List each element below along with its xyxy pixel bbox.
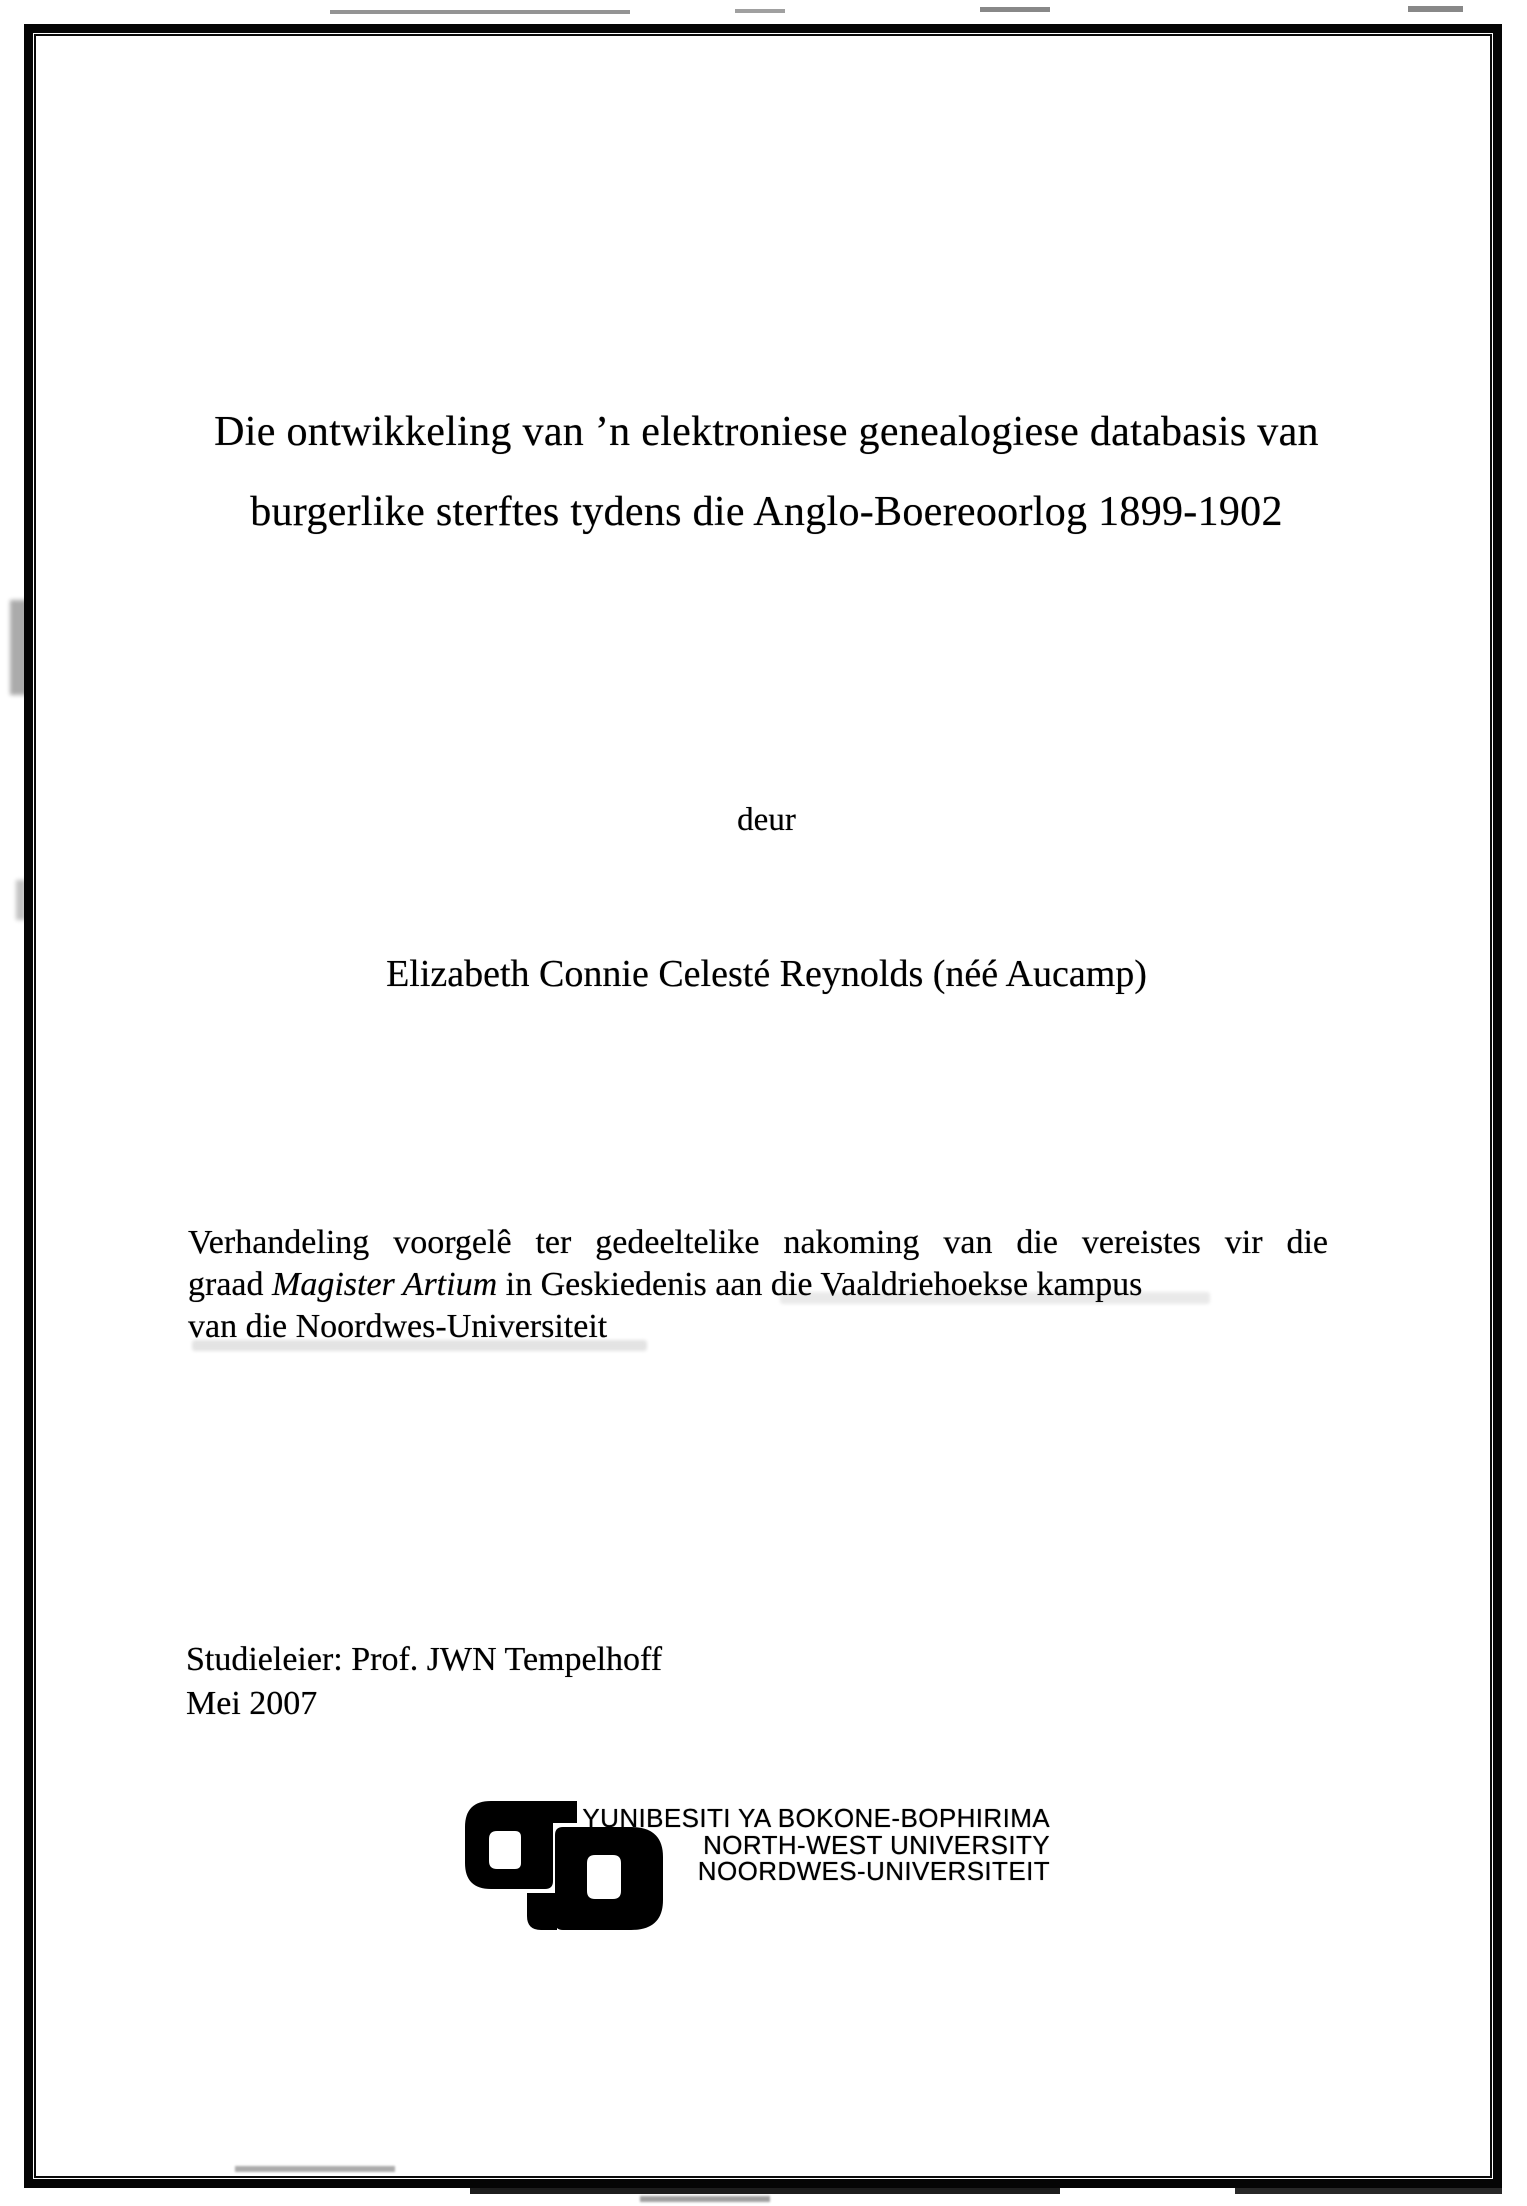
thesis-title-line-1: Die ontwikkeling van ’n elektroniese genealogiese databasis van <box>214 409 1319 455</box>
submission-line-2-suffix: in Geskiedenis aan die Vaaldriehoekse kampus <box>497 1266 1143 1303</box>
byline: deur <box>737 802 796 838</box>
submission-line-3: van die Noordwes-Universiteit <box>188 1308 608 1345</box>
thesis-title <box>24 392 1509 552</box>
logo-text-line-1: YUNIBESITI YA BOKONE-BOPHIRIMA <box>582 1803 1050 1833</box>
thesis-title-line-2: burgerlike sterftes tydens die Anglo-Boereoorlog 1899-1902 <box>250 489 1283 535</box>
supervisor-line: Studieleier: Prof. JWN Tempelhoff <box>186 1641 663 1678</box>
logo-text-line-3: NOORDWES-UNIVERSITEIT <box>697 1856 1050 1886</box>
scan-artifact <box>735 9 785 13</box>
submission-line-1: Verhandeling voorgelê ter gedeeltelike nakoming van die vereistes vir die <box>188 1224 1328 1261</box>
degree-name-italic: Magister Artium <box>272 1266 498 1303</box>
scan-artifact <box>330 10 630 14</box>
university-logo-text <box>582 1805 1050 1885</box>
scan-artifact <box>1408 6 1463 12</box>
submission-line-2 <box>188 1264 1328 1306</box>
submission-line-2-prefix: graad <box>188 1266 273 1303</box>
submission-statement <box>188 1222 1328 1348</box>
logo-text-line-2: NORTH-WEST UNIVERSITY <box>703 1829 1050 1860</box>
date-line: Mei 2007 <box>186 1685 318 1722</box>
scan-artifact <box>640 2196 770 2202</box>
author-name: Elizabeth Connie Celesté Reynolds (néé Aucamp) <box>386 953 1147 995</box>
scan-artifact <box>980 7 1050 12</box>
supervisor-block <box>186 1638 662 1726</box>
